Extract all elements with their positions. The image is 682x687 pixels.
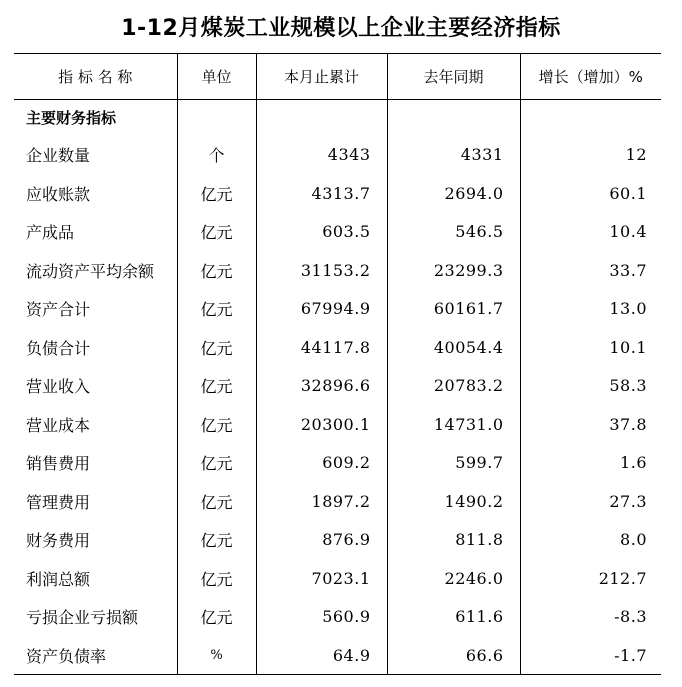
cell-last-year: 14731.0 <box>387 405 520 444</box>
cell-current: 67994.9 <box>256 290 387 329</box>
cell-growth: 10.1 <box>520 328 661 367</box>
cell-growth: -1.7 <box>520 636 661 675</box>
table-row <box>14 174 661 213</box>
cell-growth: 13.0 <box>520 290 661 329</box>
cell-current: 876.9 <box>256 521 387 560</box>
cell-current: 609.2 <box>256 444 387 483</box>
table-header-row <box>14 54 661 100</box>
table-row <box>14 521 661 560</box>
cell-last-year: 1490.2 <box>387 482 520 521</box>
cell-last-year: 811.8 <box>387 521 520 560</box>
cell-indicator-name: 营业成本 <box>26 415 91 435</box>
cell-unit: 亿元 <box>177 559 256 598</box>
header-current: 本月止累计 <box>256 54 387 100</box>
table-row <box>14 367 661 406</box>
cell-last-year: 611.6 <box>387 598 520 637</box>
table-row <box>14 328 661 367</box>
section-empty-cell <box>520 100 661 136</box>
cell-unit: 亿元 <box>177 367 256 406</box>
indicators-table <box>14 53 661 675</box>
cell-current: 1897.2 <box>256 482 387 521</box>
cell-last-year: 546.5 <box>387 213 520 252</box>
cell-last-year: 66.6 <box>387 636 520 675</box>
cell-indicator-name: 销售费用 <box>26 454 91 474</box>
table-row <box>14 482 661 521</box>
cell-last-year: 4331 <box>387 136 520 175</box>
cell-current: 31153.2 <box>256 251 387 290</box>
table-row <box>14 290 661 329</box>
cell-indicator-name: 资产合计 <box>26 300 91 320</box>
cell-last-year: 23299.3 <box>387 251 520 290</box>
table-row <box>14 405 661 444</box>
cell-growth: 8.0 <box>520 521 661 560</box>
cell-last-year: 40054.4 <box>387 328 520 367</box>
cell-unit: 亿元 <box>177 482 256 521</box>
table-row <box>14 444 661 483</box>
cell-growth: 27.3 <box>520 482 661 521</box>
cell-current: 603.5 <box>256 213 387 252</box>
cell-unit: 亿元 <box>177 521 256 560</box>
header-last-year: 去年同期 <box>387 54 520 100</box>
header-unit: 单位 <box>177 54 256 100</box>
table-row <box>14 559 661 598</box>
section-label: 主要财务指标 <box>26 109 117 128</box>
cell-unit: 亿元 <box>177 251 256 290</box>
table-row <box>14 598 661 637</box>
cell-current: 20300.1 <box>256 405 387 444</box>
cell-current: 4343 <box>256 136 387 175</box>
cell-unit: 亿元 <box>177 213 256 252</box>
cell-unit: 亿元 <box>177 405 256 444</box>
cell-growth: 12 <box>520 136 661 175</box>
cell-last-year: 60161.7 <box>387 290 520 329</box>
table-row <box>14 636 661 675</box>
cell-indicator-name: 营业收入 <box>26 377 91 397</box>
cell-unit: 亿元 <box>177 290 256 329</box>
cell-last-year: 2694.0 <box>387 174 520 213</box>
section-row <box>14 100 661 136</box>
cell-unit: % <box>177 636 256 675</box>
cell-current: 44117.8 <box>256 328 387 367</box>
cell-indicator-name: 亏损企业亏损额 <box>26 608 139 628</box>
cell-indicator-name: 负债合计 <box>26 338 91 358</box>
cell-indicator-name: 产成品 <box>26 223 75 243</box>
cell-indicator-name: 管理费用 <box>26 492 91 512</box>
header-indicator-name: 指 标 名 称 <box>14 54 177 100</box>
cell-indicator-name: 资产负债率 <box>14 636 177 675</box>
page-title: 1-12月煤炭工业规模以上企业主要经济指标 <box>121 16 561 41</box>
cell-last-year: 599.7 <box>387 444 520 483</box>
cell-current: 32896.6 <box>256 367 387 406</box>
cell-current: 64.9 <box>256 636 387 675</box>
cell-indicator-name: 流动资产平均余额 <box>26 261 155 281</box>
cell-growth: 212.7 <box>520 559 661 598</box>
cell-last-year: 20783.2 <box>387 367 520 406</box>
cell-growth: 33.7 <box>520 251 661 290</box>
cell-current: 560.9 <box>256 598 387 637</box>
cell-growth: 60.1 <box>520 174 661 213</box>
cell-unit: 亿元 <box>177 598 256 637</box>
cell-current: 7023.1 <box>256 559 387 598</box>
cell-current: 4313.7 <box>256 174 387 213</box>
cell-unit: 亿元 <box>177 328 256 367</box>
cell-indicator-name: 利润总额 <box>26 569 91 589</box>
cell-indicator-name: 企业数量 <box>26 146 91 166</box>
table-body <box>14 100 661 675</box>
table-row <box>14 136 661 175</box>
table-row <box>14 213 661 252</box>
section-empty-cell <box>387 100 520 136</box>
cell-growth: 58.3 <box>520 367 661 406</box>
header-growth: 增长（增加）% <box>520 54 661 100</box>
cell-unit: 个 <box>177 136 256 175</box>
table-row <box>14 251 661 290</box>
cell-growth: 1.6 <box>520 444 661 483</box>
section-empty-cell <box>256 100 387 136</box>
section-empty-cell <box>177 100 256 136</box>
cell-indicator-name: 应收账款 <box>26 184 91 204</box>
cell-last-year: 2246.0 <box>387 559 520 598</box>
cell-indicator-name: 财务费用 <box>26 531 91 551</box>
cell-growth: 37.8 <box>520 405 661 444</box>
cell-unit: 亿元 <box>177 444 256 483</box>
cell-unit: 亿元 <box>177 174 256 213</box>
cell-growth: 10.4 <box>520 213 661 252</box>
cell-growth: -8.3 <box>520 598 661 637</box>
